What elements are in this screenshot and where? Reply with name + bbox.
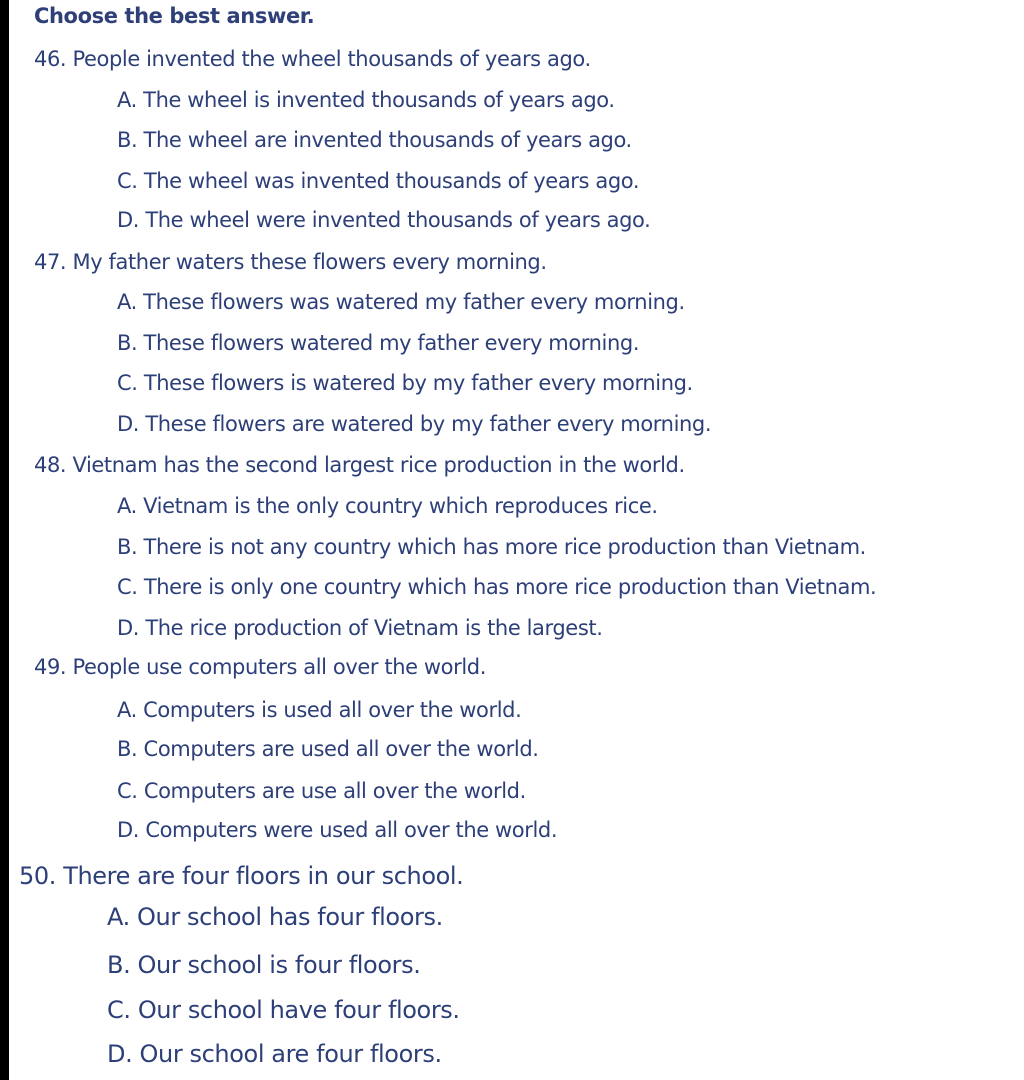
question-48-option-b: B. There is not any country which has more rice production than Vietnam. [117, 535, 866, 559]
question-50-option-b: B. Our school is four floors. [107, 951, 421, 979]
question-46-option-c: C. The wheel was invented thousands of years ago. [117, 169, 640, 193]
question-46-option-d: D. The wheel were invented thousands of years ago. [117, 208, 651, 232]
question-46-stem: 46. People invented the wheel thousands of years ago. [34, 47, 591, 71]
question-48-option-d: D. The rice production of Vietnam is the largest. [117, 616, 603, 640]
question-46-option-b: B. The wheel are invented thousands of years ago. [117, 128, 632, 152]
question-50-option-c: C. Our school have four floors. [107, 996, 460, 1024]
question-47-option-a: A. These flowers was watered my father every morning. [117, 290, 685, 314]
question-49-stem: 49. People use computers all over the world. [34, 655, 487, 679]
question-49-option-d: D. Computers were used all over the world. [117, 818, 558, 842]
question-50-option-a: A. Our school has four floors. [107, 903, 443, 931]
question-46-option-a: A. The wheel is invented thousands of years ago. [117, 88, 615, 112]
question-47-option-b: B. These flowers watered my father every morning. [117, 331, 640, 355]
question-50-option-d: D. Our school are four floors. [107, 1040, 442, 1068]
question-48-stem: 48. Vietnam has the second largest rice production in the world. [34, 453, 685, 477]
question-47-option-c: C. These flowers is watered by my father every morning. [117, 371, 693, 395]
question-48-option-c: C. There is only one country which has more rice production than Vietnam. [117, 575, 877, 599]
question-49-option-c: C. Computers are use all over the world. [117, 779, 526, 803]
question-48-option-a: A. Vietnam is the only country which reproduces rice. [117, 494, 658, 518]
question-50-stem: 50. There are four floors in our school. [19, 862, 464, 890]
worksheet-page [9, 0, 1024, 1080]
instruction-heading: Choose the best answer. [34, 4, 315, 28]
question-47-stem: 47. My father waters these flowers every morning. [34, 250, 547, 274]
question-47-option-d: D. These flowers are watered by my father every morning. [117, 412, 712, 436]
question-49-option-b: B. Computers are used all over the world. [117, 737, 539, 761]
question-49-option-a: A. Computers is used all over the world. [117, 698, 522, 722]
